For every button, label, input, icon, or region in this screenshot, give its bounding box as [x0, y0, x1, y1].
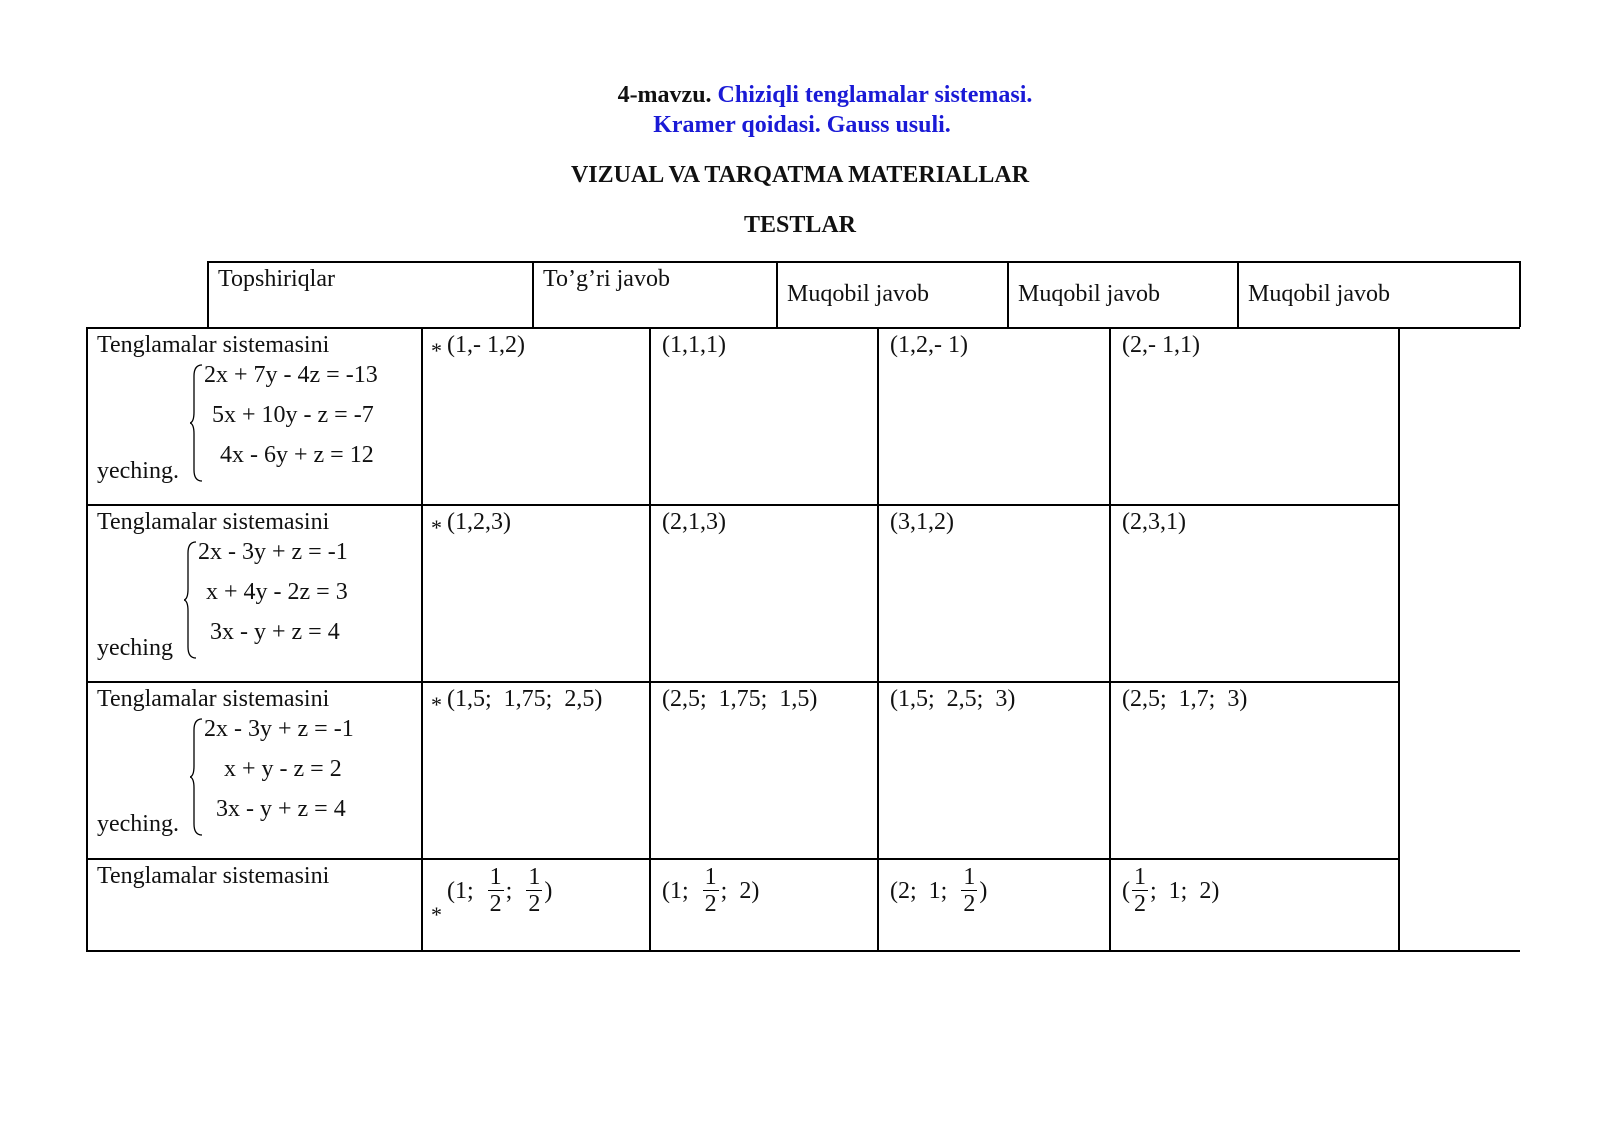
row-1-answer-alt-1: (1,1,1) [662, 332, 726, 358]
header-border-left [207, 261, 209, 327]
row-2-task: Tenglamalar sistemasini [97, 509, 330, 535]
row-4-task: Tenglamalar sistemasini [97, 863, 330, 889]
topic-line-1 [0, 82, 1600, 109]
row-2-bottom [86, 681, 1399, 683]
answer-text: (1; [662, 877, 701, 904]
answer-text: ; [505, 877, 525, 904]
row-1-equation-2: 5x + 10y - z = -7 [212, 402, 374, 428]
header-border-right [1519, 261, 1521, 327]
row-3-equation-2: x + y - z = 2 [224, 756, 342, 782]
row-2-correct-marker: * [431, 515, 442, 540]
row-3-bottom [86, 858, 1399, 860]
row-4-answer-alt-1 [662, 864, 759, 917]
row-1-bottom [86, 504, 1399, 506]
answer-text: (2; 1; [890, 877, 960, 904]
row-2-answer-correct: (1,2,3) [447, 509, 511, 535]
row-2-equation-system [184, 539, 414, 659]
header-alt-answer-3: Muqobil javob [1248, 281, 1390, 307]
section-title: VIZUAL VA TARQATMA MATERIALLAR [570, 162, 1030, 188]
row-3-answer-alt-3: (2,5; 1,7; 3) [1122, 686, 1248, 712]
row-2-equation-1: 2x - 3y + z = -1 [198, 539, 348, 565]
row-3-equation-1: 2x - 3y + z = -1 [204, 716, 354, 742]
row-2-answer-alt-2: (3,1,2) [890, 509, 954, 535]
answer-text: ; 1; 2) [1150, 877, 1220, 904]
row-1-answer-correct: (1,- 1,2) [447, 332, 525, 358]
fraction: $\frac{1}{2}$ [528, 864, 541, 917]
header-alt-answer-2: Muqobil javob [1018, 281, 1160, 307]
row-2-equation-2: x + 4y - 2z = 3 [206, 579, 348, 605]
left-brace-icon [190, 718, 204, 836]
row-3-answer-correct: (1,5; 1,75; 2,5) [447, 686, 603, 712]
table-bottom [86, 950, 1520, 952]
row-4-correct-marker: * [431, 902, 442, 927]
header-correct-answer: To’g’ri javob [543, 266, 670, 292]
row-1-answer-alt-3: (2,- 1,1) [1122, 332, 1200, 358]
row-3-answer-alt-2: (1,5; 2,5; 3) [890, 686, 1016, 712]
header-alt-answer-1: Muqobil javob [787, 281, 929, 307]
row-2-answer-alt-1: (2,1,3) [662, 509, 726, 535]
left-brace-icon [190, 364, 204, 482]
fraction: $\frac{1}{2}$ [489, 864, 502, 917]
row-1-answer-alt-2: (1,2,- 1) [890, 332, 968, 358]
header-border-4 [1007, 261, 1009, 327]
header-top-border [207, 261, 1520, 263]
row-3-correct-marker: * [431, 692, 442, 717]
topic-title-1: Chiziqli tenglamalar sistemasi. [717, 82, 1033, 108]
row-1-equation-1: 2x + 7y - 4z = -13 [204, 362, 378, 388]
row-3-equation-3: 3x - y + z = 4 [216, 796, 346, 822]
header-border-3 [776, 261, 778, 327]
row-2-equation-3: 3x - y + z = 4 [210, 619, 340, 645]
topic-prefix: 4-mavzu. [617, 82, 712, 108]
row-3-equation-system [190, 716, 420, 836]
row-4-answer-correct [447, 864, 552, 917]
row-3-suffix: yeching. [97, 811, 179, 837]
row-1-equation-system [190, 362, 420, 482]
row-1-task: Tenglamalar sistemasini [97, 332, 330, 358]
row-2-answer-alt-3: (2,3,1) [1122, 509, 1186, 535]
row-1-correct-marker: * [431, 338, 442, 363]
header-border-2 [532, 261, 534, 327]
header-bottom-border [86, 327, 1520, 329]
row-3-task: Tenglamalar sistemasini [97, 686, 330, 712]
answer-text: ( [1122, 877, 1130, 904]
answer-text: ) [544, 877, 553, 904]
answer-text: ; 2) [720, 877, 760, 904]
topic-title-2: Kramer qoidasi. Gauss usuli. [653, 112, 951, 138]
fraction: $\frac{1}{2}$ [963, 864, 976, 917]
row-4-answer-alt-2 [890, 864, 987, 917]
row-1-suffix: yeching. [97, 458, 179, 484]
header-border-5 [1237, 261, 1239, 327]
row-4-answer-alt-3 [1122, 864, 1219, 917]
answer-text: ) [979, 877, 988, 904]
answer-text: (1; [447, 877, 486, 904]
row-1-equation-3: 4x - 6y + z = 12 [220, 442, 374, 468]
row-2-suffix: yeching [97, 635, 173, 661]
fraction: $\frac{1}{2}$ [1134, 864, 1146, 917]
subsection-title: TESTLAR [743, 212, 857, 238]
left-brace-icon [184, 541, 198, 659]
row-3-answer-alt-1: (2,5; 1,75; 1,5) [662, 686, 818, 712]
header-tasks: Topshiriqlar [218, 266, 335, 292]
fraction: $\frac{1}{2}$ [704, 864, 717, 917]
